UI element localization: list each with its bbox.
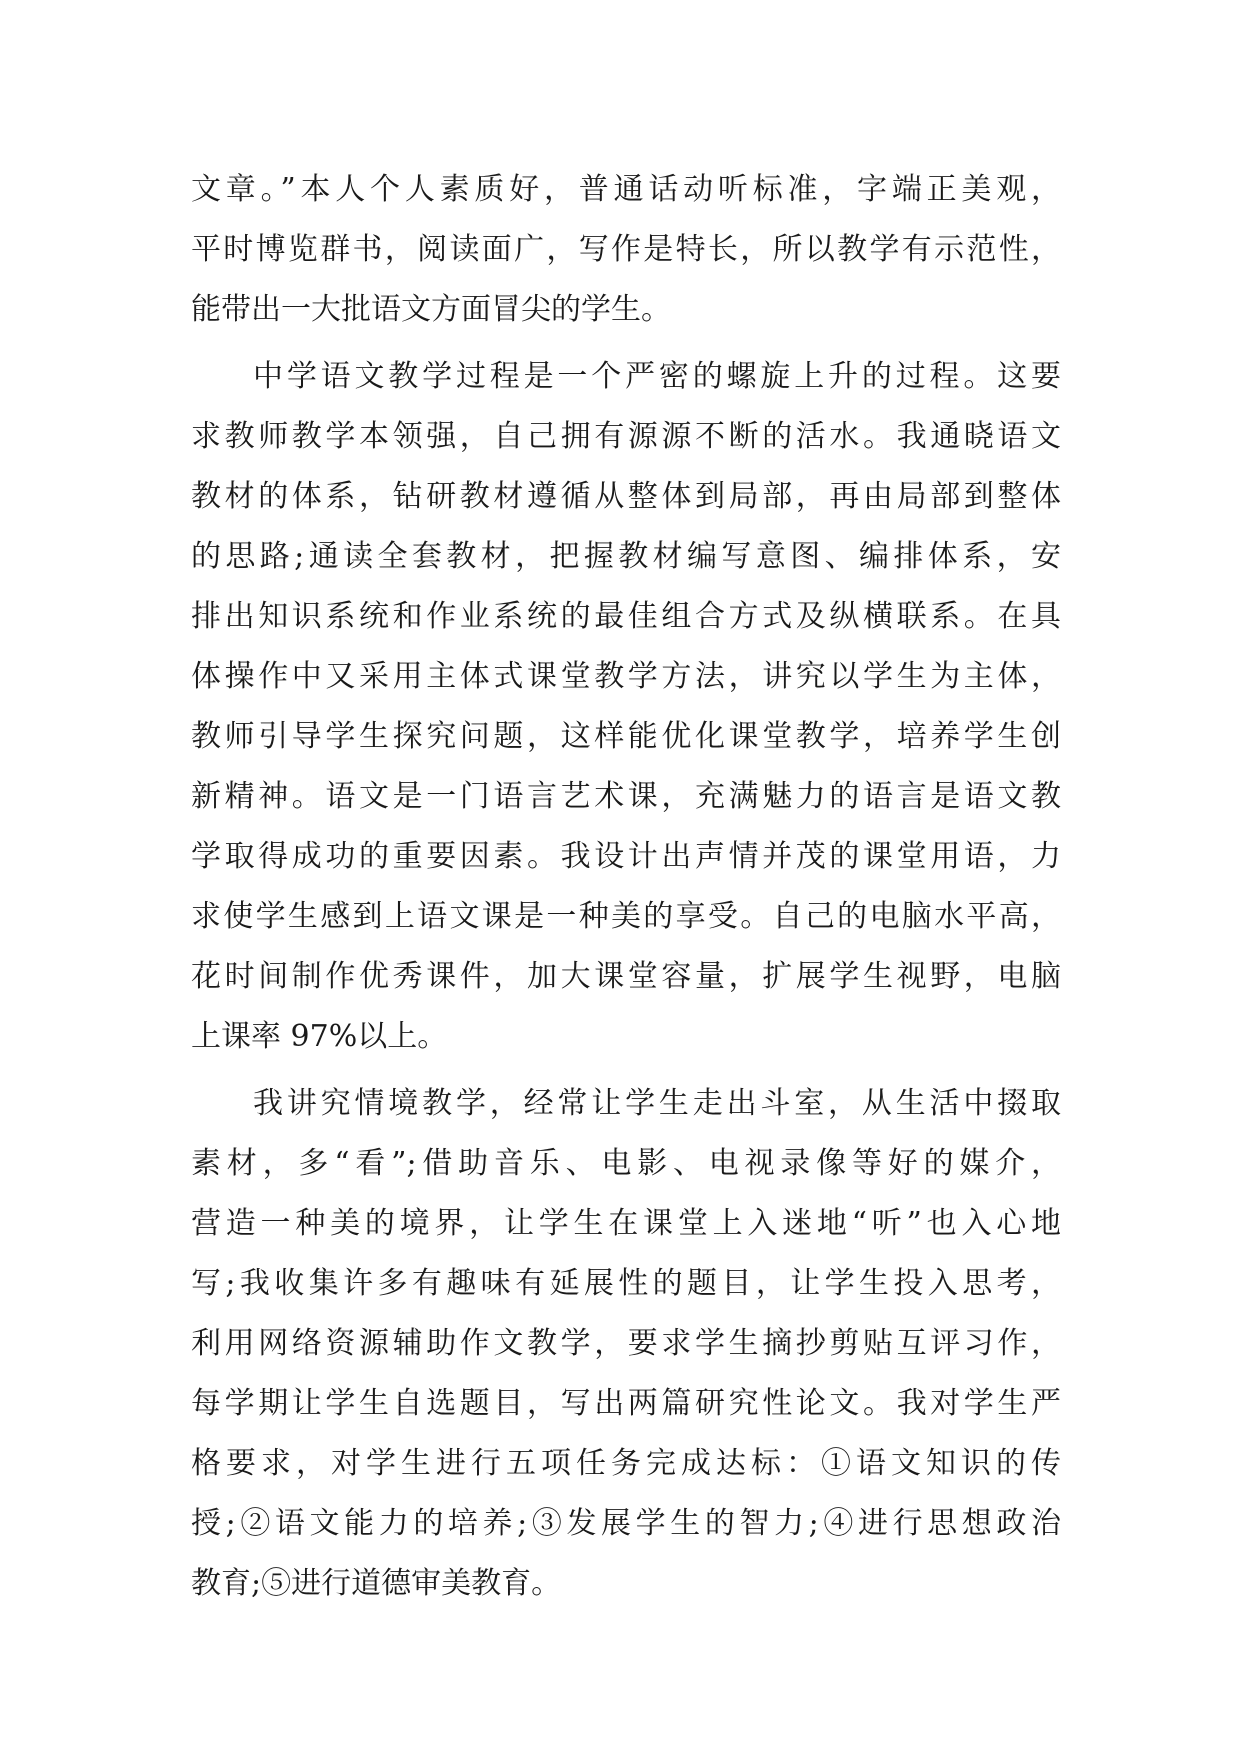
text-line: 能带出一大批语文方面冒尖的学生。 [191, 292, 671, 327]
text-line: 写;我收集许多有趣味有延展性的题目，让学生投入思考， [191, 1266, 1061, 1301]
paragraph-2 [191, 347, 1061, 1067]
text-line: 上课率 97%以上。 [191, 1019, 448, 1054]
text-line: 平时博览群书，阅读面广，写作是特长，所以教学有示范性， [191, 232, 1061, 267]
text-line: 求教师教学本领强，自己拥有源源不断的活水。我通晓语文 [191, 419, 1061, 454]
text-line: 授;②语文能力的培养;③发展学生的智力;④进行思想政治 [191, 1506, 1061, 1541]
text-line: 学取得成功的重要因素。我设计出声情并茂的课堂用语，力 [191, 839, 1061, 874]
text-line: 我讲究情境教学，经常让学生走出斗室，从生活中掇取 [253, 1086, 1061, 1121]
text-line: 营造一种美的境界，让学生在课堂上入迷地“听”也入心地 [191, 1206, 1061, 1241]
text-line: 格要求，对学生进行五项任务完成达标：①语文知识的传 [191, 1446, 1061, 1481]
text-line: 文章。”本人个人素质好，普通话动听标准，字端正美观， [191, 172, 1061, 207]
text-line: 体操作中又采用主体式课堂教学方法，讲究以学生为主体， [191, 659, 1061, 694]
document-body [191, 160, 1061, 1614]
text-line: 新精神。语文是一门语言艺术课，充满魅力的语言是语文教 [191, 779, 1061, 814]
paragraph-3 [191, 1074, 1061, 1614]
text-line: 教师引导学生探究问题，这样能优化课堂教学，培养学生创 [191, 719, 1061, 754]
text-line: 求使学生感到上语文课是一种美的享受。自己的电脑水平高， [191, 899, 1061, 934]
text-line: 花时间制作优秀课件，加大课堂容量，扩展学生视野，电脑 [191, 959, 1061, 994]
text-line: 利用网络资源辅助作文教学，要求学生摘抄剪贴互评习作， [191, 1326, 1061, 1361]
text-line: 教材的体系，钻研教材遵循从整体到局部，再由局部到整体 [191, 479, 1061, 514]
text-line: 教育;⑤进行道德审美教育。 [191, 1566, 562, 1601]
paragraph-1 [191, 160, 1061, 340]
text-line: 素材，多“看”;借助音乐、电影、电视录像等好的媒介， [191, 1146, 1061, 1181]
text-line: 排出知识系统和作业系统的最佳组合方式及纵横联系。在具 [191, 599, 1061, 634]
text-line: 的思路;通读全套教材，把握教材编写意图、编排体系，安 [191, 539, 1061, 574]
text-line: 中学语文教学过程是一个严密的螺旋上升的过程。这要 [253, 359, 1061, 394]
text-line: 每学期让学生自选题目，写出两篇研究性论文。我对学生严 [191, 1386, 1061, 1421]
